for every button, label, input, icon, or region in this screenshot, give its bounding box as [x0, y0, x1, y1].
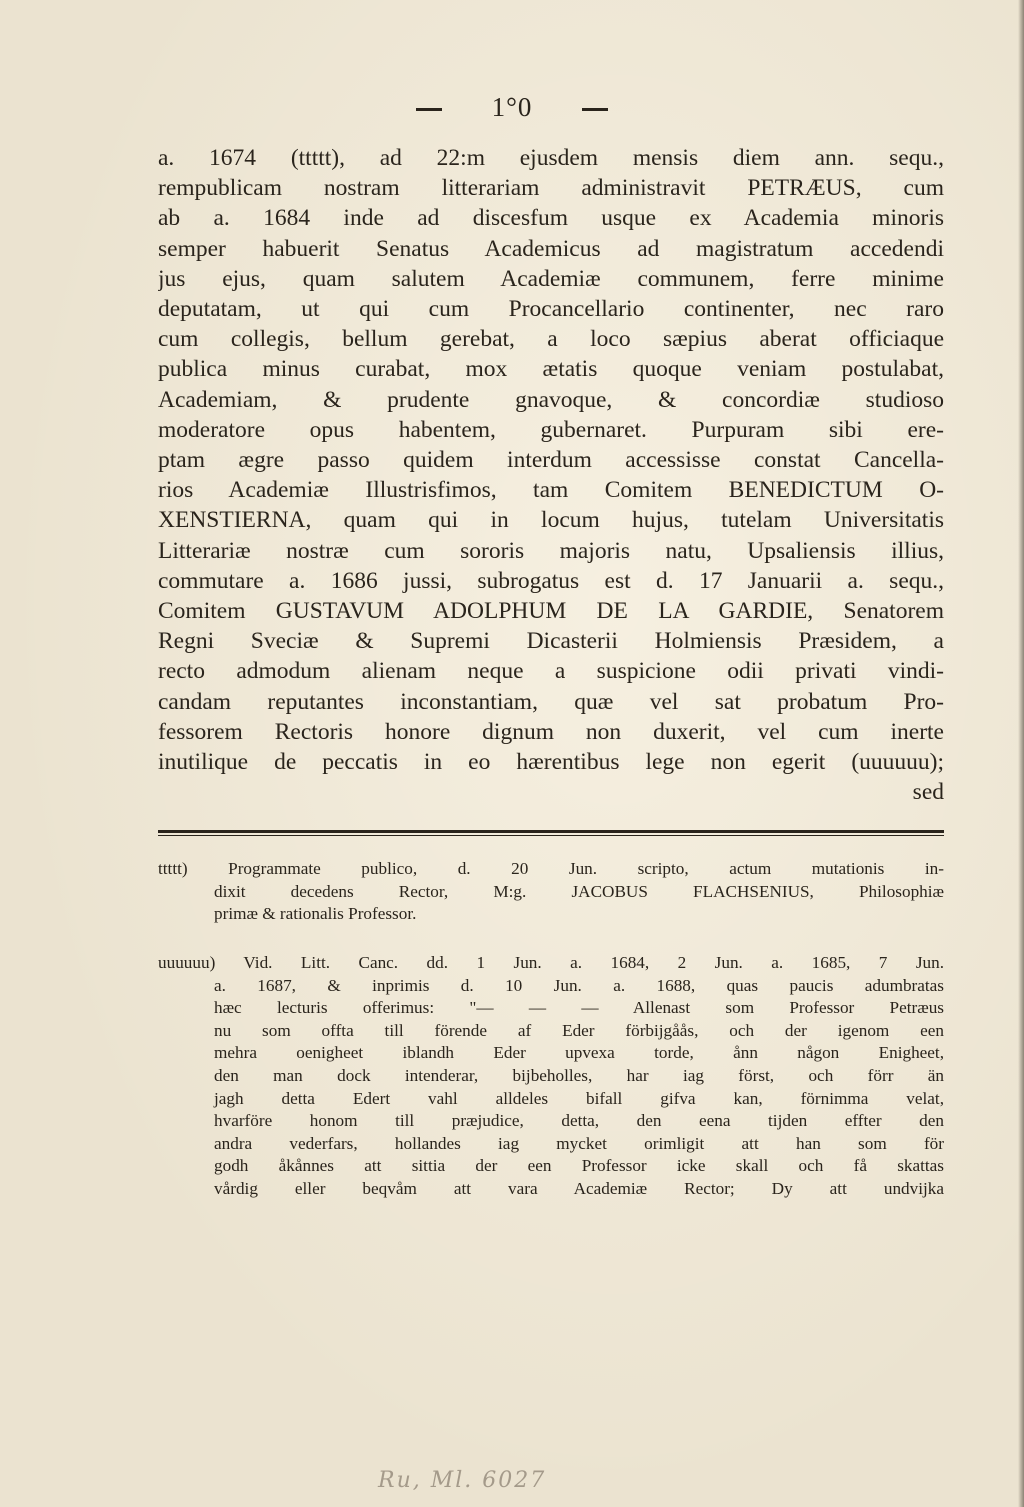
main-line: commutare a. 1686 jussi, subrogatus est d. 17 Januarii a. sequ., — [158, 567, 944, 594]
main-line: candam reputantes inconstantiam, quæ vel sat probatum Pro- — [158, 688, 944, 715]
main-line: jus ejus, quam salutem Academiæ communem, ferre minime — [158, 265, 944, 292]
footnote-ttttt — [158, 858, 944, 926]
main-line: publica minus curabat, mox ætatis quoque veniam postulabat, — [158, 356, 944, 383]
footnote-line: jagh detta Edert vahl alldeles bifall gifva kan, förnimma velat, — [214, 1088, 944, 1108]
footnote-line: hvarföre honom till præjudice, detta, den eena tijden effter den — [214, 1111, 944, 1131]
page-number: 1°0 — [491, 92, 533, 122]
footnote-line: ttttt) Programmate publico, d. 20 Jun. scripto, actum mutationis in- — [158, 859, 944, 878]
footnote-line: hæc lecturis offerimus: "— — — Allenast som Professor Petræus — [214, 998, 944, 1018]
footnote-line: a. 1687, & inprimis d. 10 Jun. a. 1688, quas paucis adumbratas — [214, 975, 944, 995]
main-text-block — [158, 143, 944, 807]
main-line: ptam ægre passo quidem interdum accessisse constat Cancella- — [158, 447, 944, 474]
header-dash-right — [582, 108, 608, 111]
footnote-separator — [158, 830, 944, 836]
footnote-line: andra vederfars, hollandes iag mycket orimligit att han som för — [214, 1133, 944, 1153]
footnote-line: primæ & rationalis Professor. — [214, 904, 417, 924]
footnote-line: den man dock intenderar, bijbeholles, har iag först, och förr än — [214, 1065, 944, 1085]
main-line: Litterariæ nostræ cum sororis majoris natu, Upsaliensis illius, — [158, 537, 944, 564]
main-line: rios Academiæ Illustrisfimos, tam Comitem BENEDICTUM O- — [158, 477, 944, 504]
footnote-line: mehra oenigheet iblandh Eder upvexa torde, ånn någon Enigheet, — [214, 1043, 944, 1063]
separator-rule-thin — [158, 835, 944, 836]
footnote-uuuuuu — [158, 952, 944, 1201]
main-line: XENSTIERNA, quam qui in locum hujus, tutelam Universitatis — [158, 507, 944, 534]
footnote-line: nu som offta till förende af Eder förbijgåås, och der igenom een — [214, 1020, 944, 1040]
main-line: inutilique de peccatis in eo hærentibus lege non egerit (uuuuuu); — [158, 749, 944, 776]
main-line: cum collegis, bellum gerebat, a loco sæpius aberat officiaque — [158, 326, 944, 353]
main-line: Academiam, & prudente gnavoque, & concordiæ studioso — [158, 386, 944, 413]
header-dash-left — [416, 108, 442, 111]
library-shelfmark: Ru, Ml. 6027 — [378, 1468, 547, 1493]
main-line: moderatore opus habentem, gubernaret. Purpuram sibi ere- — [158, 416, 944, 443]
main-line: a. 1674 (ttttt), ad 22:m ejusdem mensis diem ann. sequ., — [158, 145, 944, 171]
main-line: Comitem GUSTAVUM ADOLPHUM DE LA GARDIE, Senatorem — [158, 598, 944, 625]
footnote-line: godh åkånnes att sittia der een Professor icke skall och få skattas — [214, 1156, 944, 1176]
catchword: sed — [912, 779, 944, 806]
footnote-line: vårdig eller beqvåm att vara Academiæ Rector; Dy att undvijka — [214, 1178, 944, 1198]
page-header — [0, 92, 1024, 123]
main-line: Regni Sveciæ & Supremi Dicasterii Holmiensis Præsidem, a — [158, 628, 944, 655]
main-line: ab a. 1684 inde ad discesfum usque ex Academia minoris — [158, 205, 944, 232]
separator-rule-thick — [158, 830, 944, 833]
footnote-line: dixit decedens Rector, M:g. JACOBUS FLACHSENIUS, Philosophiæ — [214, 881, 944, 901]
main-line: deputatam, ut qui cum Procancellario continenter, nec raro — [158, 296, 944, 323]
main-line: fessorem Rectoris honore dignum non duxerit, vel cum inerte — [158, 718, 944, 745]
page-edge-shadow — [1018, 0, 1024, 1507]
main-line: semper habuerit Senatus Academicus ad magistratum accedendi — [158, 235, 944, 262]
main-line: recto admodum alienam neque a suspicione odii privati vindi- — [158, 658, 944, 685]
footnote-line: uuuuuu) Vid. Litt. Canc. dd. 1 Jun. a. 1684, 2 Jun. a. 1685, 7 Jun. — [158, 953, 944, 972]
main-line: rempublicam nostram litterariam administravit PETRÆUS, cum — [158, 175, 944, 202]
